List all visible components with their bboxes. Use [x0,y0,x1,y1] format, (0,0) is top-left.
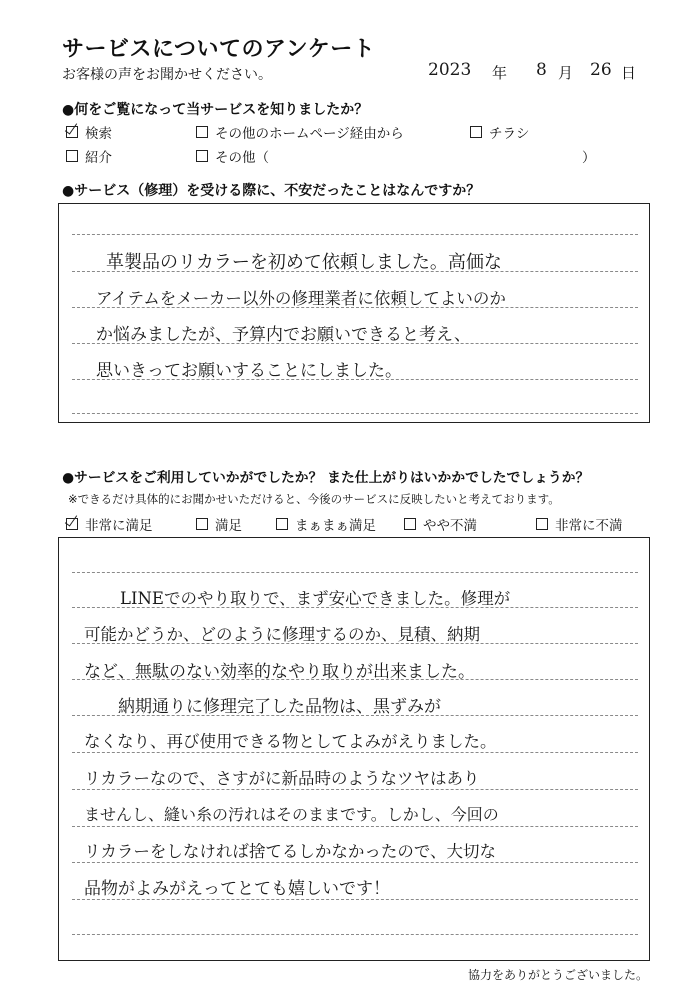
q2-answer-line: アイテムをメーカー以外の修理業者に依頼してよいのか [96,289,506,308]
answer-rule-line [72,572,638,573]
footer-thanks: 協力をありがとうございました。 [467,968,648,982]
checkbox-icon[interactable] [536,518,548,530]
q1-option-other-homepage[interactable] [196,122,404,142]
date-day-label: 日 [621,64,637,82]
rating-label: 非常に不満 [555,518,623,534]
q1-option-label: チラシ [489,126,530,142]
q1-option-label: その他（ [215,150,269,166]
date-month-label: 月 [558,64,574,82]
q3-answer-line: ませんし、縫い糸の汚れはそのままです。しかし、今回の [84,805,499,824]
checkbox-icon[interactable] [276,518,288,530]
q1-option-label: 紹介 [85,150,112,166]
checkbox-icon[interactable] [404,518,416,530]
rating-label: やや不満 [423,518,477,534]
q3-answer-line: リカラーなので、さすがに新品時のようなツヤはあり [84,769,480,788]
answer-rule-line [72,752,638,753]
question-2-label: ●サービス（修理）を受ける際に、不安だったことはなんですか？ [62,183,481,199]
q1-option-referral[interactable] [66,146,112,166]
q1-option-label: その他のホームページ経由から [215,126,404,142]
rating-very-dissatisfied[interactable] [536,514,623,534]
checkbox-icon[interactable] [196,126,208,138]
q2-answer-line: か悩みましたが、予算内でお願いできると考え、 [96,325,472,345]
q1-other-close-paren: ） [582,150,596,166]
rating-satisfied[interactable] [196,514,242,534]
answer-rule-line [72,413,638,414]
survey-subtitle: お客様の声をお聞かせください。 [62,67,272,83]
checkbox-checked-icon[interactable] [66,518,78,530]
question-3-label: ●サービスをご利用していかがでしたか？ また仕上がりはいかかでしたでしょうか？ [62,470,590,486]
q1-option-search[interactable] [66,122,112,142]
q1-option-flyer[interactable] [470,122,530,142]
date-month-value: 8 [536,60,547,80]
answer-rule-line [72,826,638,827]
rating-label: まぁまぁ満足 [295,518,376,534]
answer-rule-line [72,234,638,235]
q3-answer-line: 品物がよみがえってとても嬉しいです！ [84,879,390,899]
q2-answer-box[interactable] [58,203,650,423]
q1-option-other[interactable] [196,146,269,166]
q3-answer-line: リカラーをしなければ捨てるしかなかったので、大切な [84,842,497,861]
question-1-label: ●何をご覧になって当サービスを知りましたか？ [62,102,369,118]
answer-rule-line [72,934,638,935]
rating-label: 満足 [215,518,242,534]
checkbox-icon[interactable] [196,150,208,162]
rating-very-satisfied[interactable] [66,514,153,534]
q2-answer-line: 革製品のリカラーを初めて依頼しました。高価な [106,252,502,273]
checkbox-icon[interactable] [470,126,482,138]
rating-somewhat-satisfied[interactable] [276,514,376,534]
checkbox-checked-icon[interactable] [66,126,78,138]
date-day-value: 26 [590,60,612,80]
q1-option-label: 検索 [85,126,112,142]
q2-answer-line: 思いきってお願いすることにしました。 [96,361,402,381]
survey-title: サービスについてのアンケート [62,37,376,62]
date-year-value: 2023 [428,60,472,80]
q3-note: ※できるだけ具体的にお聞かせいただけると、今後のサービスに反映したいと考えております。 [68,492,560,506]
rating-somewhat-dissatisfied[interactable] [404,514,477,534]
answer-rule-line [72,789,638,790]
q3-answer-line: など、無駄のない効率的なやり取りが出来ました。 [84,662,475,682]
rating-label: 非常に満足 [85,518,153,534]
answer-rule-line [72,862,638,863]
date-year-label: 年 [492,64,508,82]
q1-other-input[interactable] [270,146,570,164]
checkbox-icon[interactable] [196,518,208,530]
checkbox-icon[interactable] [66,150,78,162]
q3-answer-line: 可能かどうか、どのように修理するのか、見積、納期 [84,625,480,644]
q3-answer-line: なくなり、再び使用できる物としてよみがえりました。 [84,732,497,751]
answer-rule-line [72,899,638,900]
q3-answer-line: 納期通りに修理完了した品物は、黒ずみが [118,697,441,717]
q3-answer-line: LINEでのやり取りで、まず安心できました。修理が [120,589,511,608]
